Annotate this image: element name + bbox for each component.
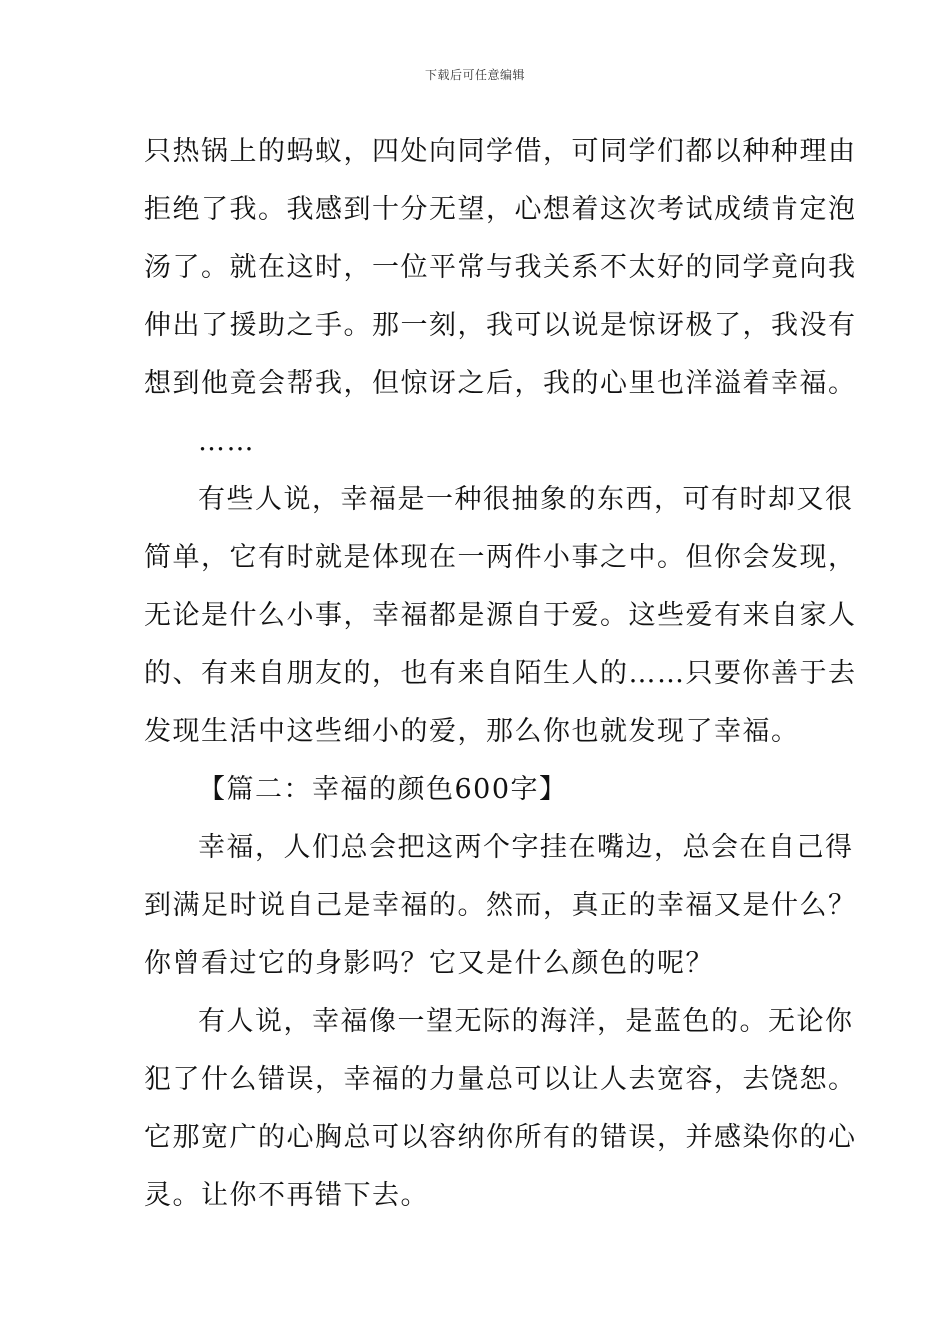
section-heading: 【篇二：幸福的颜色600字】 (198, 774, 568, 805)
body-line: 它那宽广的心胸总可以容纳你所有的错误，并感染你的心 (144, 1122, 857, 1153)
body-line: 的、有来自朋友的，也有来自陌生人的……只要你善于去 (144, 658, 857, 689)
body-line: 无论是什么小事，幸福都是源自于爱。这些爱有来自家人 (144, 600, 857, 631)
body-line: 想到他竟会帮我，但惊讶之后，我的心里也洋溢着幸福。 (144, 368, 857, 399)
body-line: 只热锅上的蚂蚁，四处向同学借，可同学们都以种种理由 (144, 136, 857, 167)
body-line: 犯了什么错误，幸福的力量总可以让人去宽容，去饶恕。 (144, 1064, 857, 1095)
paragraph-first-line: 有些人说，幸福是一种很抽象的东西，可有时却又很 (198, 484, 854, 515)
body-line: 到满足时说自己是幸福的。然而，真正的幸福又是什么？ (144, 890, 857, 921)
body-line: 灵。让你不再错下去。 (144, 1180, 429, 1211)
body-line: 发现生活中这些细小的爱，那么你也就发现了幸福。 (144, 716, 800, 747)
body-line: 拒绝了我。我感到十分无望，心想着这次考试成绩肯定泡 (144, 194, 857, 225)
page-header: 下载后可任意编辑 (424, 68, 525, 82)
body-line: 汤了。就在这时，一位平常与我关系不太好的同学竟向我 (144, 252, 857, 283)
paragraph-first-line: 幸福，人们总会把这两个字挂在嘴边，总会在自己得 (198, 832, 854, 863)
body-line: 简单，它有时就是体现在一两件小事之中。但你会发现， (144, 542, 857, 573)
ellipsis-line: …… (198, 426, 255, 457)
body-line: 伸出了援助之手。那一刻，我可以说是惊讶极了，我没有 (144, 310, 857, 341)
body-line: 你曾看过它的身影吗？它又是什么颜色的呢？ (144, 948, 714, 979)
paragraph-first-line: 有人说，幸福像一望无际的海洋，是蓝色的。无论你 (198, 1006, 854, 1037)
